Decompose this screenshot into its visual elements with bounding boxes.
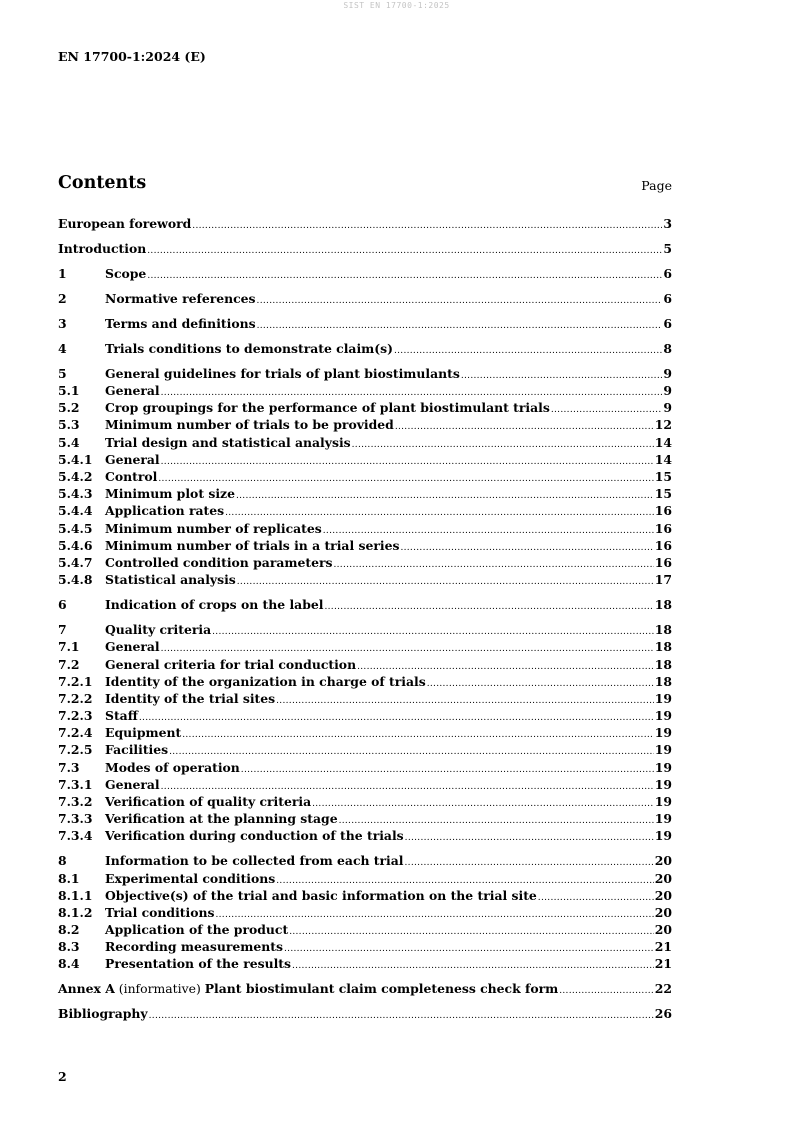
toc-entry-title: General: [105, 776, 160, 792]
toc-leader-dots: [284, 941, 654, 958]
toc-entry-number: 7.2.5: [58, 742, 93, 758]
toc-entry-number: 8.1.2: [58, 904, 93, 920]
toc-entry[interactable]: [58, 520, 672, 537]
toc-entry-number: 5.4.5: [58, 520, 93, 536]
table-of-contents: [58, 215, 672, 1023]
toc-entry-title: Presentation of the results: [105, 956, 292, 972]
toc-entry[interactable]: [58, 340, 672, 357]
toc-entry-title: Introduction: [58, 240, 147, 256]
toc-entry[interactable]: [58, 240, 672, 257]
toc-entry-page: 21: [654, 956, 672, 972]
toc-entry-title: Scope: [105, 265, 147, 281]
contents-header: [58, 173, 672, 197]
toc-entry[interactable]: [58, 852, 672, 869]
toc-entry-title: Staff: [105, 708, 138, 724]
toc-entry[interactable]: [58, 215, 672, 232]
toc-entry[interactable]: [58, 707, 672, 724]
toc-entry[interactable]: [58, 870, 672, 887]
toc-entry-title: Identity of the organization in charge of trials: [105, 673, 426, 689]
toc-leader-dots: [276, 693, 654, 710]
toc-entry[interactable]: [58, 776, 672, 793]
toc-entry[interactable]: [58, 724, 672, 741]
toc-entry-number: 1: [58, 265, 67, 281]
toc-entry-number: 8.1.1: [58, 887, 93, 903]
toc-leader-dots: [427, 676, 654, 693]
toc-entry-number: 5.1: [58, 383, 80, 399]
annex-qualifier: (informative): [114, 981, 205, 997]
toc-leader-dots: [161, 454, 654, 471]
toc-entry-page: 20: [654, 887, 672, 903]
toc-entry-title: Identity of the trial sites: [105, 690, 276, 706]
toc-leader-dots: [559, 983, 654, 1000]
toc-entry-number: 7.2.1: [58, 673, 93, 689]
toc-entry[interactable]: [58, 537, 672, 554]
toc-leader-dots: [147, 268, 662, 285]
toc-entry-number: 7.3: [58, 759, 80, 775]
toc-entry-page: 18: [654, 597, 672, 613]
toc-entry-page: 3: [663, 216, 672, 231]
toc-entry-title: Equipment: [105, 725, 182, 741]
toc-entry-page: 16: [654, 503, 672, 519]
toc-entry[interactable]: [58, 621, 672, 638]
toc-leader-dots: [182, 727, 654, 744]
toc-entry-title: Application rates: [105, 503, 225, 519]
toc-entry-page: 19: [654, 725, 672, 741]
toc-entry-page: 19: [654, 690, 672, 706]
toc-entry-page: 6: [663, 265, 672, 281]
toc-entry-page: 14: [654, 434, 672, 450]
toc-entry[interactable]: [58, 921, 672, 938]
toc-entry[interactable]: [58, 416, 672, 433]
toc-entry-page: 20: [654, 904, 672, 920]
toc-entry[interactable]: [58, 656, 672, 673]
toc-leader-dots: [324, 599, 653, 616]
toc-entry[interactable]: [58, 759, 672, 776]
toc-entry-page: 16: [654, 537, 672, 553]
toc-entry[interactable]: [58, 904, 672, 921]
toc-entry-number: 7: [58, 622, 67, 638]
toc-entry-number: 8.4: [58, 956, 80, 972]
toc-entry-number: 5.4.8: [58, 572, 93, 588]
toc-leader-dots: [237, 574, 654, 591]
page-number: 2: [58, 1069, 67, 1084]
toc-entry-page: 12: [654, 417, 672, 433]
toc-entry-page: 18: [654, 639, 672, 655]
toc-entry-page: 6: [663, 315, 672, 331]
toc-entry-title: Terms and definitions: [105, 315, 256, 331]
toc-entry-title: General criteria for trial conduction: [105, 656, 357, 672]
toc-leader-dots: [400, 540, 653, 557]
toc-entry-page: 19: [654, 828, 672, 844]
toc-entry-title: Objective(s) of the trial and basic information on the trial site: [105, 887, 537, 903]
annex-prefix: Annex A: [58, 981, 115, 997]
page-column-label: Page: [641, 178, 672, 193]
toc-entry[interactable]: [58, 793, 672, 810]
toc-entry-number: 8.2: [58, 922, 80, 938]
toc-entry[interactable]: [58, 502, 672, 519]
toc-entry-title: Indication of crops on the label: [105, 597, 324, 613]
toc-entry-page: 20: [654, 922, 672, 938]
toc-entry[interactable]: [58, 638, 672, 655]
toc-entry-title: General guidelines for trials of plant biostimulants: [105, 365, 460, 381]
toc-leader-dots: [169, 744, 654, 761]
toc-entry-number: 5.4: [58, 434, 80, 450]
toc-entry-page: 19: [654, 776, 672, 792]
toc-entry-page: 9: [663, 365, 672, 381]
toc-entry-title: Facilities: [105, 742, 169, 758]
toc-entry-page: 19: [654, 759, 672, 775]
toc-entry-number: 3: [58, 315, 67, 331]
contents-title: Contents: [58, 173, 147, 193]
toc-entry-number: 4: [58, 340, 67, 356]
toc-entry-number: 5.2: [58, 400, 80, 416]
toc-entry-page: 26: [654, 1006, 672, 1022]
toc-entry[interactable]: [58, 434, 672, 451]
toc-entry-page: 15: [654, 486, 672, 502]
toc-entry-title: Application of the product: [105, 922, 289, 938]
toc-leader-dots: [257, 293, 663, 310]
toc-entry[interactable]: [58, 399, 672, 416]
toc-entry-bibliography[interactable]: [58, 1005, 672, 1022]
toc-entry-title: Minimum number of trials in a trial series: [105, 537, 400, 553]
toc-entry-page: 6: [663, 290, 672, 306]
toc-entry-page: 16: [654, 554, 672, 570]
toc-entry-page: 19: [654, 811, 672, 827]
toc-leader-dots: [192, 218, 662, 235]
toc-entry-number: 7.2: [58, 656, 80, 672]
toc-entry[interactable]: [58, 938, 672, 955]
toc-entry-page: 9: [663, 383, 672, 399]
toc-entry[interactable]: [58, 741, 672, 758]
toc-entry-number: 7.2.2: [58, 690, 93, 706]
toc-entry-title: European foreword: [58, 216, 192, 231]
toc-entry-number: 6: [58, 597, 67, 613]
toc-entry[interactable]: [58, 468, 672, 485]
toc-entry-number: 5.4.1: [58, 451, 93, 467]
toc-entry-page: 21: [654, 939, 672, 955]
toc-leader-dots: [461, 368, 663, 385]
toc-leader-dots: [149, 1008, 654, 1025]
toc-entry-title: Recording measurements: [105, 939, 283, 955]
toc-entry-title: Control: [105, 469, 158, 485]
toc-entry-page: 5: [663, 240, 672, 256]
toc-entry-page: 15: [654, 469, 672, 485]
toc-entry-title: Bibliography: [58, 1006, 148, 1022]
toc-entry-page: 22: [654, 981, 672, 997]
toc-leader-dots: [257, 318, 663, 335]
toc-entry-title: Verification at the planning stage: [105, 811, 338, 827]
toc-entry-title: General: [105, 451, 160, 467]
toc-entry-title: Trial conditions: [105, 904, 215, 920]
toc-entry[interactable]: [58, 365, 672, 382]
toc-leader-dots: [394, 343, 662, 360]
toc-entry[interactable]: [58, 315, 672, 332]
toc-leader-dots: [241, 762, 654, 779]
toc-entry-title: Experimental conditions: [105, 870, 276, 886]
toc-entry-title: Minimum number of trials to be provided: [105, 417, 394, 433]
toc-leader-dots: [333, 557, 653, 574]
annex-title: Plant biostimulant claim completeness check form: [204, 981, 559, 997]
toc-entry-title: Trial design and statistical analysis: [105, 434, 351, 450]
toc-entry-title: Verification during conduction of the trials: [105, 828, 404, 844]
toc-entry-title: Statistical analysis: [105, 572, 236, 588]
toc-entry[interactable]: [58, 571, 672, 588]
toc-entry[interactable]: [58, 382, 672, 399]
toc-entry-number: 7.3.4: [58, 828, 93, 844]
toc-entry[interactable]: [58, 596, 672, 613]
toc-entry-title: General: [105, 639, 160, 655]
toc-entry-page: 18: [654, 656, 672, 672]
toc-entry-annex-a[interactable]: [58, 980, 672, 997]
toc-entry-page: 19: [654, 742, 672, 758]
toc-leader-dots: [405, 855, 654, 872]
toc-entry[interactable]: [58, 887, 672, 904]
toc-entry-number: 5.4.6: [58, 537, 93, 553]
toc-leader-dots: [405, 830, 654, 847]
toc-leader-dots: [236, 488, 654, 505]
toc-entry-number: 2: [58, 290, 67, 306]
toc-entry-title: General: [105, 383, 160, 399]
toc-entry[interactable]: [58, 485, 672, 502]
toc-entry[interactable]: [58, 827, 672, 844]
toc-entry-page: 16: [654, 520, 672, 536]
toc-entry-title: Modes of operation: [105, 759, 240, 775]
toc-entry-title: Controlled condition parameters: [105, 554, 333, 570]
toc-entry-title: Crop groupings for the performance of plant biostimulant trials: [105, 400, 550, 416]
toc-entry-page: 18: [654, 673, 672, 689]
toc-entry-number: 7.1: [58, 639, 80, 655]
toc-leader-dots: [292, 958, 654, 975]
toc-entry-page: 19: [654, 794, 672, 809]
toc-entry[interactable]: [58, 673, 672, 690]
toc-leader-dots: [312, 796, 654, 813]
toc-entry-number: 5.3: [58, 417, 80, 433]
toc-entry[interactable]: [58, 554, 672, 571]
toc-leader-dots: [147, 243, 662, 260]
toc-leader-dots: [352, 437, 654, 454]
toc-entry-number: 7.2.4: [58, 725, 93, 741]
toc-entry[interactable]: [58, 690, 672, 707]
toc-entry-page: 17: [654, 572, 672, 588]
toc-entry-number: 7.3.3: [58, 811, 93, 827]
toc-entry-title: Trials conditions to demonstrate claim(s): [105, 340, 393, 356]
toc-leader-dots: [212, 624, 654, 641]
toc-entry-number: 8.1: [58, 870, 80, 886]
toc-entry[interactable]: [58, 810, 672, 827]
toc-entry-number: 7.3.2: [58, 794, 93, 809]
toc-entry-number: 5.4.7: [58, 554, 93, 570]
toc-entry-number: 8: [58, 853, 67, 869]
toc-entry-title: Minimum number of replicates: [105, 520, 322, 536]
toc-entry-number: 5.4.2: [58, 469, 93, 485]
toc-entry[interactable]: [58, 955, 672, 972]
toc-entry-number: 7.3.1: [58, 776, 93, 792]
document-id: EN 17700-1:2024 (E): [58, 49, 206, 64]
toc-entry[interactable]: [58, 265, 672, 282]
toc-entry-number: 7.2.3: [58, 708, 93, 724]
toc-entry-number: 5.4.4: [58, 503, 93, 519]
toc-leader-dots: [551, 402, 663, 419]
toc-entry-page: 20: [654, 853, 672, 869]
toc-entry-number: 5: [58, 365, 67, 381]
toc-entry-title: Normative references: [105, 290, 256, 306]
toc-leader-dots: [139, 710, 654, 727]
toc-entry[interactable]: [58, 290, 672, 307]
toc-entry-title: Quality criteria: [105, 622, 212, 638]
toc-entry-page: 14: [654, 451, 672, 467]
toc-entry[interactable]: [58, 451, 672, 468]
toc-leader-dots: [289, 924, 654, 941]
toc-leader-dots: [538, 890, 654, 907]
toc-entry-page: 19: [654, 708, 672, 724]
toc-entry-number: 5.4.3: [58, 486, 93, 502]
toc-entry-number: 8.3: [58, 939, 80, 955]
toc-entry-title: Information to be collected from each trial: [105, 853, 404, 869]
toc-entry-page: 20: [654, 870, 672, 886]
watermark: SIST EN 17700-1:2025: [343, 1, 450, 10]
toc-entry-page: 8: [663, 340, 672, 356]
toc-entry-page: 9: [663, 400, 672, 416]
toc-entry-title: [58, 980, 558, 997]
toc-entry-page: 18: [654, 622, 672, 638]
toc-entry-title: Minimum plot size: [105, 486, 235, 502]
toc-leader-dots: [395, 419, 654, 436]
toc-entry-title: Verification of quality criteria: [105, 794, 312, 809]
